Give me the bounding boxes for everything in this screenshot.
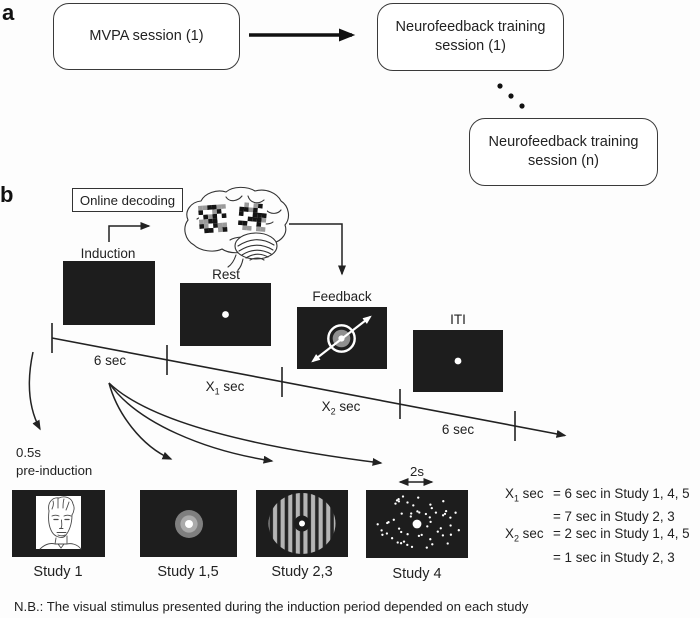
study23-stimulus-screen (256, 490, 348, 557)
nfn-line1: Neurofeedback training (488, 133, 639, 150)
fixation-dot-icon (180, 283, 271, 346)
iti-phase-label: ITI (450, 312, 466, 327)
study15-label: Study 1,5 (157, 564, 219, 580)
timeline-seg1-label: 6 sec (93, 353, 127, 368)
feedback-gauge-icon (297, 307, 387, 369)
feedback-phase-label: Feedback (312, 289, 372, 304)
panel-a-label: a (2, 0, 15, 25)
grating-stimulus-icon (256, 490, 348, 557)
study4-stimulus-screen (366, 490, 468, 558)
voxel-pattern-right (238, 202, 268, 232)
definition-value: = 7 sec in Study 2, 3 (553, 509, 675, 525)
nf1-line1: Neurofeedback training (395, 18, 546, 35)
rest-screen (180, 283, 271, 346)
voxel-pattern-left (198, 204, 227, 233)
timeline-seg4-label: 6 sec (441, 422, 475, 437)
neurofeedback-session-1-box (377, 3, 564, 71)
study1-stimulus-screen (12, 490, 105, 557)
timeline-seg3-label: $X_2$ sec (321, 399, 361, 417)
iti-screen (413, 330, 503, 392)
session-ellipsis-dots (497, 83, 524, 108)
figure-footnote: N.B.: The visual stimulus presented during the induction period depended on each study (14, 599, 529, 614)
definition-row (505, 549, 690, 566)
definition-row: $X_2$ sec = 2 sec in Study 1, 4, 5 (505, 525, 690, 548)
mvpa-session-text: MVPA session (1) (89, 27, 204, 44)
brain-icon (185, 187, 289, 270)
definition-row (505, 508, 690, 525)
timing-definitions (505, 485, 690, 566)
definition-value: = 2 sec in Study 1, 4, 5 (553, 526, 690, 542)
online-decoding-box (72, 188, 183, 212)
decoding-to-feedback-arrow (289, 224, 342, 274)
definition-value: = 6 sec in Study 1, 4, 5 (553, 486, 690, 501)
induction-screen (63, 261, 155, 325)
study23-label: Study 2,3 (271, 564, 333, 580)
pre-induction-duration: 0.5s (16, 445, 41, 460)
nfn-line2: session (n) (528, 153, 599, 169)
neurofeedback-session-n-box (469, 118, 658, 186)
mvpa-session-box (53, 3, 240, 70)
pre-induction-text: pre-induction (16, 463, 93, 478)
pre-induction-arrow (29, 352, 40, 429)
nf1-line2: session (1) (435, 38, 506, 54)
study1-label: Study 1 (33, 564, 83, 580)
induction-to-decoding-arrow (109, 226, 149, 242)
definition-row: $X_1$ sec = 6 sec in Study 1, 4, 5 (505, 485, 690, 508)
panel-b-label: b (0, 182, 14, 207)
feedback-screen (297, 307, 387, 369)
pre-induction-annotation (16, 444, 92, 480)
study15-stimulus-screen (140, 490, 237, 557)
timeline-seg2-label: $X_1$ sec (205, 379, 245, 397)
duration-2s-label: 2s (410, 464, 424, 479)
annulus-stimulus-icon (140, 490, 237, 557)
online-decoding-text: Online decoding (79, 192, 176, 208)
fixation-dot-icon (413, 330, 503, 392)
rest-phase-label: Rest (212, 267, 240, 282)
dot-field-stimulus-icon (366, 490, 468, 558)
definition-value: = 1 sec in Study 2, 3 (553, 549, 675, 565)
study4-label: Study 4 (392, 566, 442, 582)
induction-stimulus-fan-arrows (109, 383, 381, 463)
face-stimulus-icon (12, 490, 105, 557)
induction-phase-label: Induction (80, 246, 136, 261)
